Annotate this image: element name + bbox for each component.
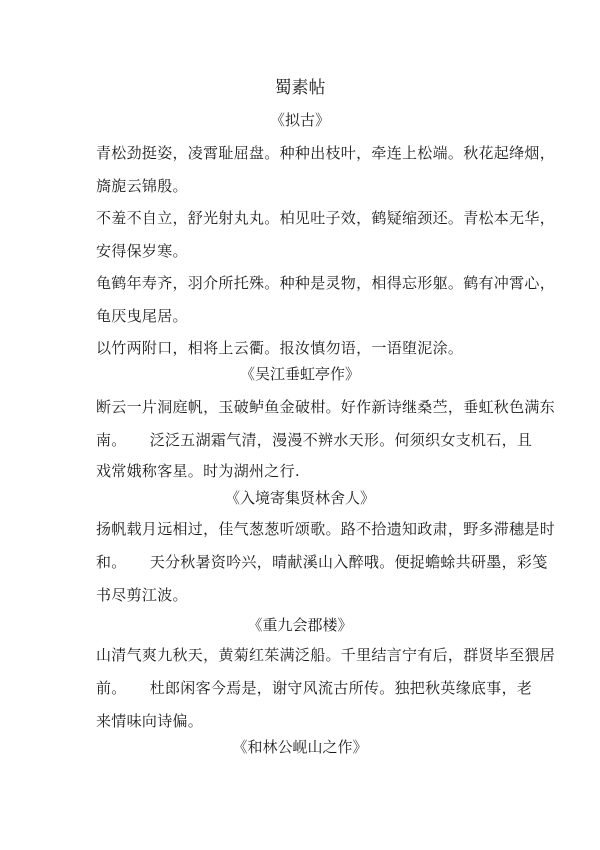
poem-line: 南。 泛泛五湖霜气清，漫漫不辨水天形。何须织女支机石，且 <box>96 431 533 449</box>
poem-line: 书尽剪江波。 <box>96 586 188 604</box>
poem-title-1: 《拟古》 <box>269 111 330 129</box>
document-title: 蜀素帖 <box>274 78 326 98</box>
poem-line: 青松劲挺姿，凌霄耻屈盘。种种出枝叶，牵连上松端。秋花起绛烟， <box>96 144 556 162</box>
poem-line: 前。 杜郎闲客今焉是，谢守风流古所传。独把秋英缘底事，老 <box>96 679 533 697</box>
poem-line: 不羞不自立，舒光射丸丸。柏见吐子效，鹤疑缩颈还。青松本无华， <box>96 209 556 227</box>
poem-title-2: 《吴江垂虹亭作》 <box>239 365 360 383</box>
poem-line: 断云一片洞庭帆，玉破鲈鱼金破柑。好作新诗继桑苎，垂虹秋色满东 <box>96 398 556 416</box>
poem-title-4: 《重九会郡楼》 <box>247 616 353 634</box>
poem-line: 龟厌曳尾居。 <box>96 307 188 325</box>
poem-title-3: 《入境寄集贤林舍人》 <box>224 489 375 507</box>
poem-line: 以竹两附口，相将上云衢。报汝慎勿语，一语堕泥涂。 <box>96 339 464 357</box>
poem-title-5: 《和林公岘山之作》 <box>232 738 368 756</box>
poem-line: 扬帆载月远相过，佳气葱葱听颂歌。路不拾遗知政肃，野多滞穗是时 <box>96 520 556 538</box>
poem-line: 来情味向诗偏。 <box>96 712 204 730</box>
poem-line: 龟鹤年寿齐，羽介所托殊。种种是灵物，相得忘形躯。鹤有冲霄心， <box>96 274 556 292</box>
poem-line: 山清气爽九秋天，黄菊红茱满泛船。千里结言宁有后，群贤毕至猥居 <box>96 646 556 664</box>
poem-line: 戏常娥称客星。时为湖州之行. <box>96 462 300 480</box>
poem-line: 安得保岁寒。 <box>96 242 188 260</box>
poem-line: 旖旎云锦殷。 <box>96 177 188 195</box>
poem-line: 和。 天分秋暑资吟兴，晴献溪山入醉哦。便捉蟾蜍共研墨，彩笺 <box>96 553 548 571</box>
